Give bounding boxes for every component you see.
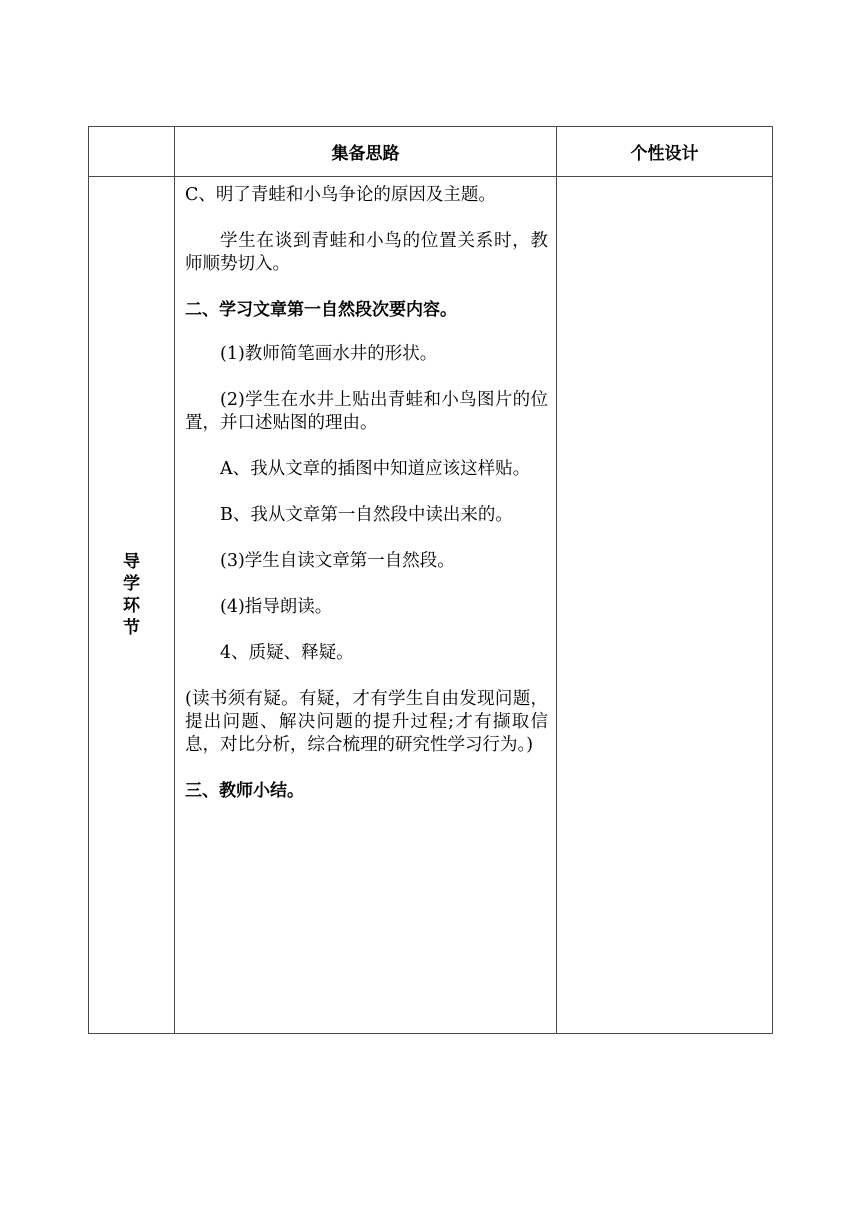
personal-design-cell [557, 177, 773, 1034]
paragraph-5: A、我从文章的插图中知道应该这样贴。 [220, 459, 531, 479]
table-header-row [89, 127, 773, 177]
planning-content-cell [175, 177, 557, 1034]
header-cell-personal-design: 个性设计 [557, 127, 773, 177]
paragraph-3: (1)教师简笔画水井的形状。 [220, 344, 438, 364]
section-label-cell [89, 177, 175, 1034]
paragraph-8: (4)指导朗读。 [220, 597, 333, 617]
header-cell-planning: 集备思路 [175, 127, 557, 177]
lesson-plan-table [88, 126, 773, 1034]
planning-content [175, 177, 556, 803]
header-cell-blank [89, 127, 175, 177]
paragraph-4: (2)学生在水井上贴出青蛙和小鸟图片的位置，并口述贴图的理由。 [185, 390, 548, 433]
section-heading-2: 二、学习文章第一自然段次要内容。 [185, 300, 457, 320]
table-body-row [89, 177, 773, 1034]
paragraph-1: C、明了青蛙和小鸟争论的原因及主题。 [185, 185, 496, 205]
section-heading-3: 三、教师小结。 [185, 781, 304, 801]
paragraph-10: (读书须有疑。有疑，才有学生自由发现问题，提出问题、解决问题的提升过程;才有撷取信息，对比分析，综合梳理的研究性学习行为。) [185, 689, 548, 755]
section-label: 导学环节 [123, 552, 140, 638]
paragraph-6: B、我从文章第一自然段中读出来的。 [220, 505, 513, 525]
paragraph-2: 学生在谈到青蛙和小鸟的位置关系时，教师顺势切入。 [185, 231, 548, 274]
paragraph-7: (3)学生自读文章第一自然段。 [220, 551, 455, 571]
paragraph-9: 4、质疑、释疑。 [220, 643, 354, 663]
